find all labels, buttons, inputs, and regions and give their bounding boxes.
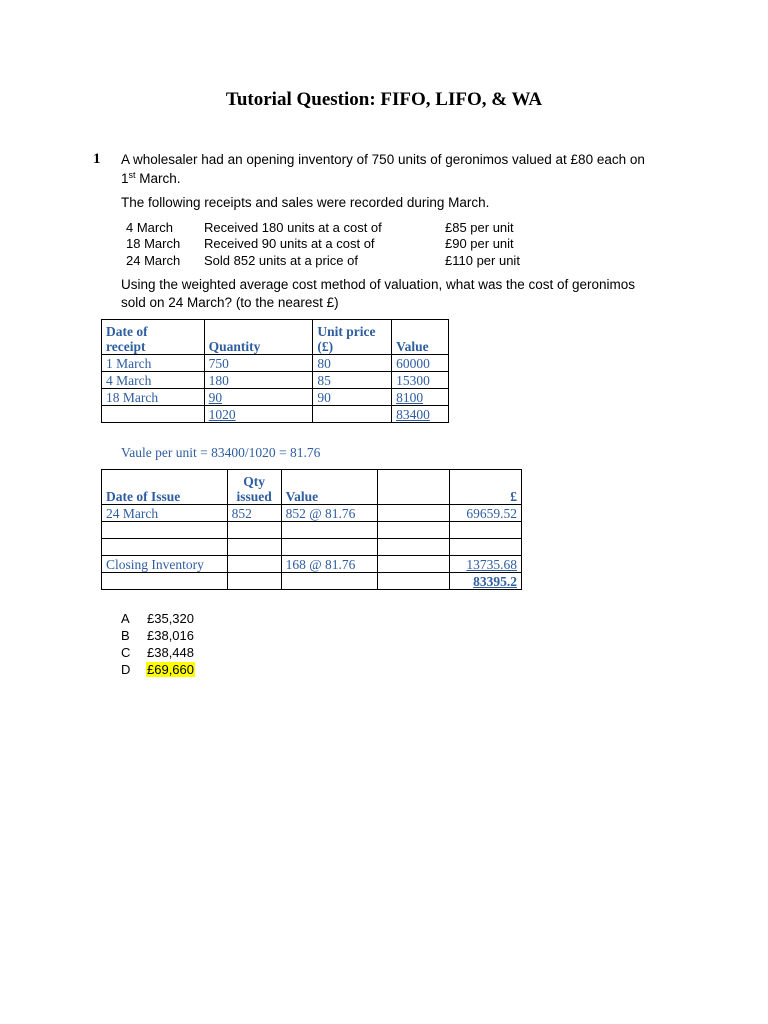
question-prompt-line1: Using the weighted average cost method of valuation, what was the cost of geronimos <box>121 277 636 292</box>
cell-blank <box>378 539 450 556</box>
cell-date <box>102 406 205 423</box>
transaction-desc: Sold 852 units at a price of <box>204 253 358 268</box>
header-quantity: Quantity <box>204 320 313 355</box>
header-value: Value <box>392 320 449 355</box>
cell-total-value: 83400 <box>392 406 449 423</box>
option-text: £38,448 <box>147 645 194 660</box>
table-header-row <box>102 470 522 505</box>
transaction-price: £85 per unit <box>445 220 514 235</box>
transaction-date: 4 March <box>126 220 173 235</box>
cell-date: 1 March <box>102 355 205 372</box>
option-letter: A <box>121 611 130 626</box>
cell-total-quantity: 1020 <box>204 406 313 423</box>
date-day: 1 <box>121 171 129 186</box>
cell-value <box>281 573 378 590</box>
date-ordinal: st <box>128 170 136 180</box>
cell-date: 4 March <box>102 372 205 389</box>
cell-date: 18 March <box>102 389 205 406</box>
table-total-row <box>102 573 522 590</box>
cell-blank <box>378 573 450 590</box>
page-title: Tutorial Question: FIFO, LIFO, & WA <box>225 89 543 110</box>
question-number: 1 <box>93 151 101 167</box>
value-per-unit: Vaule per unit = 83400/1020 = 81.76 <box>121 445 321 460</box>
table-row <box>102 389 449 406</box>
cell-blank <box>378 505 450 522</box>
cell-date <box>102 522 228 539</box>
cell-unit-price <box>313 406 392 423</box>
cell-qty: 852 <box>227 505 281 522</box>
header-date: Date of receipt <box>102 320 205 355</box>
option-letter: B <box>121 628 130 643</box>
question-intro-line1: A wholesaler had an opening inventory of 750 units of geronimos valued at £80 each on <box>121 152 645 167</box>
cell-quantity: 90 <box>204 389 313 406</box>
cell-amount <box>450 522 522 539</box>
cell-blank <box>378 556 450 573</box>
cell-unit-price: 80 <box>313 355 392 372</box>
table-row <box>102 355 449 372</box>
cell-value: 8100 <box>392 389 449 406</box>
header-date-of-issue: Date of Issue <box>102 470 228 505</box>
header-qty-issued: Qty issued <box>227 470 281 505</box>
table-header-row <box>102 320 449 355</box>
receipts-table <box>101 319 449 423</box>
cell-total-amount: 83395.2 <box>450 573 522 590</box>
table-row <box>102 539 522 556</box>
cell-quantity: 180 <box>204 372 313 389</box>
cell-amount: 13735.68 <box>450 556 522 573</box>
cell-qty <box>227 573 281 590</box>
header-value: Value <box>281 470 378 505</box>
cell-date: Closing Inventory <box>102 556 228 573</box>
issues-table <box>101 469 522 590</box>
cell-amount <box>450 539 522 556</box>
cell-blank <box>378 522 450 539</box>
cell-date: 24 March <box>102 505 228 522</box>
transaction-price: £110 per unit <box>445 253 520 268</box>
cell-unit-price: 85 <box>313 372 392 389</box>
transaction-date: 24 March <box>126 253 181 268</box>
cell-value: 15300 <box>392 372 449 389</box>
header-unit-price: Unit price (£) <box>313 320 392 355</box>
option-text: £38,016 <box>147 628 194 643</box>
table-row <box>102 522 522 539</box>
cell-value <box>281 522 378 539</box>
question-intro-line3: The following receipts and sales were recorded during March. <box>121 195 490 210</box>
transaction-desc: Received 90 units at a cost of <box>204 236 375 251</box>
cell-value: 852 @ 81.76 <box>281 505 378 522</box>
cell-qty <box>227 522 281 539</box>
cell-qty <box>227 556 281 573</box>
question-prompt-line2: sold on 24 March? (to the nearest £) <box>121 295 339 310</box>
header-blank <box>378 470 450 505</box>
table-row <box>102 372 449 389</box>
correct-option-text: £69,660 <box>147 662 194 677</box>
cell-amount: 69659.52 <box>450 505 522 522</box>
cell-value: 60000 <box>392 355 449 372</box>
table-row <box>102 556 522 573</box>
cell-value <box>281 539 378 556</box>
option-text: £35,320 <box>147 611 194 626</box>
cell-date <box>102 573 228 590</box>
cell-quantity: 750 <box>204 355 313 372</box>
cell-unit-price: 90 <box>313 389 392 406</box>
date-month: March. <box>135 171 181 186</box>
option-letter: D <box>121 662 131 677</box>
header-pound: £ <box>450 470 522 505</box>
transaction-date: 18 March <box>126 236 181 251</box>
table-total-row <box>102 406 449 423</box>
cell-qty <box>227 539 281 556</box>
option-letter: C <box>121 645 131 660</box>
question-intro-line2 <box>121 170 181 186</box>
transaction-desc: Received 180 units at a cost of <box>204 220 382 235</box>
cell-date <box>102 539 228 556</box>
table-row <box>102 505 522 522</box>
cell-value: 168 @ 81.76 <box>281 556 378 573</box>
transaction-price: £90 per unit <box>445 236 514 251</box>
